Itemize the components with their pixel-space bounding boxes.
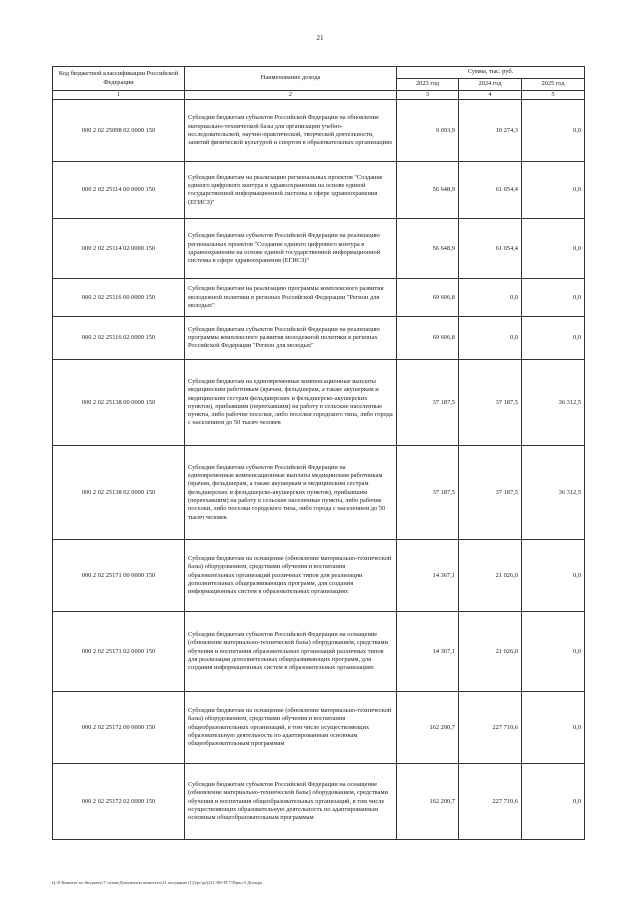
amount-2025: 0,0 (522, 100, 585, 162)
amount-2023: 69 606,8 (397, 279, 459, 317)
table-row (53, 446, 585, 540)
amount-2025: 0,0 (522, 692, 585, 764)
amount-2023: 14 367,1 (397, 540, 459, 612)
header-year-2025: 2025 год (522, 79, 585, 91)
amount-2024: 61 054,4 (459, 162, 522, 219)
amount-2023: 162 200,7 (397, 692, 459, 764)
amount-2023: 56 648,9 (397, 162, 459, 219)
table-row (53, 360, 585, 446)
amount-2025: 36 312,5 (522, 446, 585, 540)
budget-code: 000 2 02 25116 00 0000 150 (53, 279, 185, 317)
amount-2024: 0,0 (459, 279, 522, 317)
revenue-name: Субсидии бюджетам на реализацию программы комплексного развития молодежной политики в регионах Российской Федерации "Регион для молодых" (185, 279, 397, 317)
revenue-table (52, 66, 585, 840)
amount-2023: 9 093,9 (397, 100, 459, 162)
revenue-name: Субсидии бюджетам субъектов Российской Федерации на единовременные компенсационные выплаты медицинским работникам (врачам, фельдшерам, а также акушеркам и медицинским сестрам фельдшерских и фельдшерско-акушерских пунктов), прибывшим (переехавшим) на работу в сельские населенные пункты, либо рабочие поселки, либо поселки городского типа, либо города с населением до 50 тысяч человек (185, 446, 397, 540)
amount-2023: 37 187,5 (397, 360, 459, 446)
header-name: Наименование дохода (185, 67, 397, 91)
amount-2023: 56 648,9 (397, 219, 459, 279)
amount-2024: 21 026,0 (459, 612, 522, 692)
amount-2024: 227 710,6 (459, 692, 522, 764)
column-index: 4 (459, 91, 522, 100)
budget-code: 000 2 02 25172 00 0000 150 (53, 692, 185, 764)
revenue-name: Субсидии бюджетам субъектов Российской Федерации на реализацию региональных проектов "Создание единого цифрового контура в здравоохранении на основе единой государственной информационной системы в сфере здравоохранения (ЕГИСЗ)" (185, 219, 397, 279)
file-path-footer: Q:\0 Комитет по бюджету\7 созыв\Документы комитета\21 заседание (12)\рг\рг(21) 385-П-7\Прил 5 Доходы (52, 880, 263, 885)
header-year-2023: 2023 год (397, 79, 459, 91)
revenue-name: Субсидии бюджетам на оснащение (обновление материально-технической базы) оборудованием, средствами обучения и воспитания образовательных организаций различных типов для реализации дополнительных общеразвивающих программ, для создания информационных систем в образовательных организациях (185, 540, 397, 612)
amount-2023: 14 367,1 (397, 612, 459, 692)
revenue-name: Субсидии бюджетам на реализацию региональных проектов "Создание единого цифрового контура в здравоохранении на основе единой государственной информационной системы в сфере здравоохранения (ЕГИСЗ)" (185, 162, 397, 219)
header-sum: Сумма, тыс. руб. (397, 67, 585, 79)
table-row (53, 612, 585, 692)
budget-code: 000 2 02 25171 02 0000 150 (53, 612, 185, 692)
table-row (53, 279, 585, 317)
page-number: 21 (316, 34, 324, 42)
budget-code: 000 2 02 25114 00 0000 150 (53, 162, 185, 219)
amount-2024: 0,0 (459, 317, 522, 360)
budget-code: 000 2 02 25098 02 0000 150 (53, 100, 185, 162)
amount-2024: 10 274,3 (459, 100, 522, 162)
table-row (53, 692, 585, 764)
budget-code: 000 2 02 25172 02 0000 150 (53, 764, 185, 840)
amount-2025: 0,0 (522, 162, 585, 219)
revenue-name: Субсидии бюджетам субъектов Российской Федерации на обновление материально-технической базы для организации учебно-исследовательской, научно-практической, творческой деятельности, занятий физической культурой и спортом в образовательных организациях (185, 100, 397, 162)
amount-2024: 37 187,5 (459, 360, 522, 446)
amount-2025: 0,0 (522, 317, 585, 360)
header-code: Код бюджетной классификации Российской Федерации (53, 67, 185, 91)
table-row (53, 764, 585, 840)
budget-code: 000 2 02 25138 02 0000 150 (53, 446, 185, 540)
revenue-name: Субсидии бюджетам на единовременные компенсационные выплаты медицинским работникам (врачам, фельдшерам, а также акушеркам и медицинским сестрам фельдшерских и фельдшерско-акушерских пунктов), прибывшим (переехавшим) на работу в сельские населенные пункты, либо рабочие поселки, либо поселки городского типа, либо города с населением до 50 тысяч человек (185, 360, 397, 446)
header-year-2024: 2024 год (459, 79, 522, 91)
column-index: 5 (522, 91, 585, 100)
amount-2025: 36 312,5 (522, 360, 585, 446)
revenue-name: Субсидии бюджетам субъектов Российской Федерации на оснащение (обновление материально-технической базы) оборудованием, средствами обучения и воспитания образовательных организаций различных типов для реализации дополнительных общеразвивающих программ, для создания информационных систем в образовательных организациях (185, 612, 397, 692)
column-index: 2 (185, 91, 397, 100)
amount-2024: 61 054,4 (459, 219, 522, 279)
table-row (53, 540, 585, 612)
amount-2025: 0,0 (522, 540, 585, 612)
column-index-row (53, 91, 585, 100)
table-row (53, 162, 585, 219)
table-row (53, 100, 585, 162)
amount-2024: 21 026,0 (459, 540, 522, 612)
table-row (53, 317, 585, 360)
table-row (53, 219, 585, 279)
amount-2024: 37 187,5 (459, 446, 522, 540)
amount-2023: 37 187,5 (397, 446, 459, 540)
column-index: 1 (53, 91, 185, 100)
budget-code: 000 2 02 25171 00 0000 150 (53, 540, 185, 612)
amount-2024: 227 710,6 (459, 764, 522, 840)
amount-2025: 0,0 (522, 279, 585, 317)
budget-code: 000 2 02 25116 02 0000 150 (53, 317, 185, 360)
budget-code: 000 2 02 25138 00 0000 150 (53, 360, 185, 446)
column-index: 3 (397, 91, 459, 100)
budget-code: 000 2 02 25114 02 0000 150 (53, 219, 185, 279)
amount-2025: 0,0 (522, 612, 585, 692)
revenue-name: Субсидии бюджетам субъектов Российской Федерации на реализацию программы комплексного развития молодежной политики в регионах Российской Федерации "Регион для молодых" (185, 317, 397, 360)
revenue-name: Субсидии бюджетам на оснащение (обновление материально-технической базы) оборудованием, средствами обучения и воспитания общеобразовательных организаций, в том числе осуществляющих образовательную деятельность по адаптированным основным общеобразовательным программам (185, 692, 397, 764)
revenue-name: Субсидии бюджетам субъектов Российской Федерации на оснащение (обновление материально-технической базы) оборудованием, средствами обучения и воспитания общеобразовательных организаций, в том числе осуществляющих образовательную деятельность по адаптированным основным общеобразовательным программам (185, 764, 397, 840)
amount-2023: 69 606,8 (397, 317, 459, 360)
amount-2025: 0,0 (522, 219, 585, 279)
amount-2025: 0,0 (522, 764, 585, 840)
amount-2023: 162 200,7 (397, 764, 459, 840)
